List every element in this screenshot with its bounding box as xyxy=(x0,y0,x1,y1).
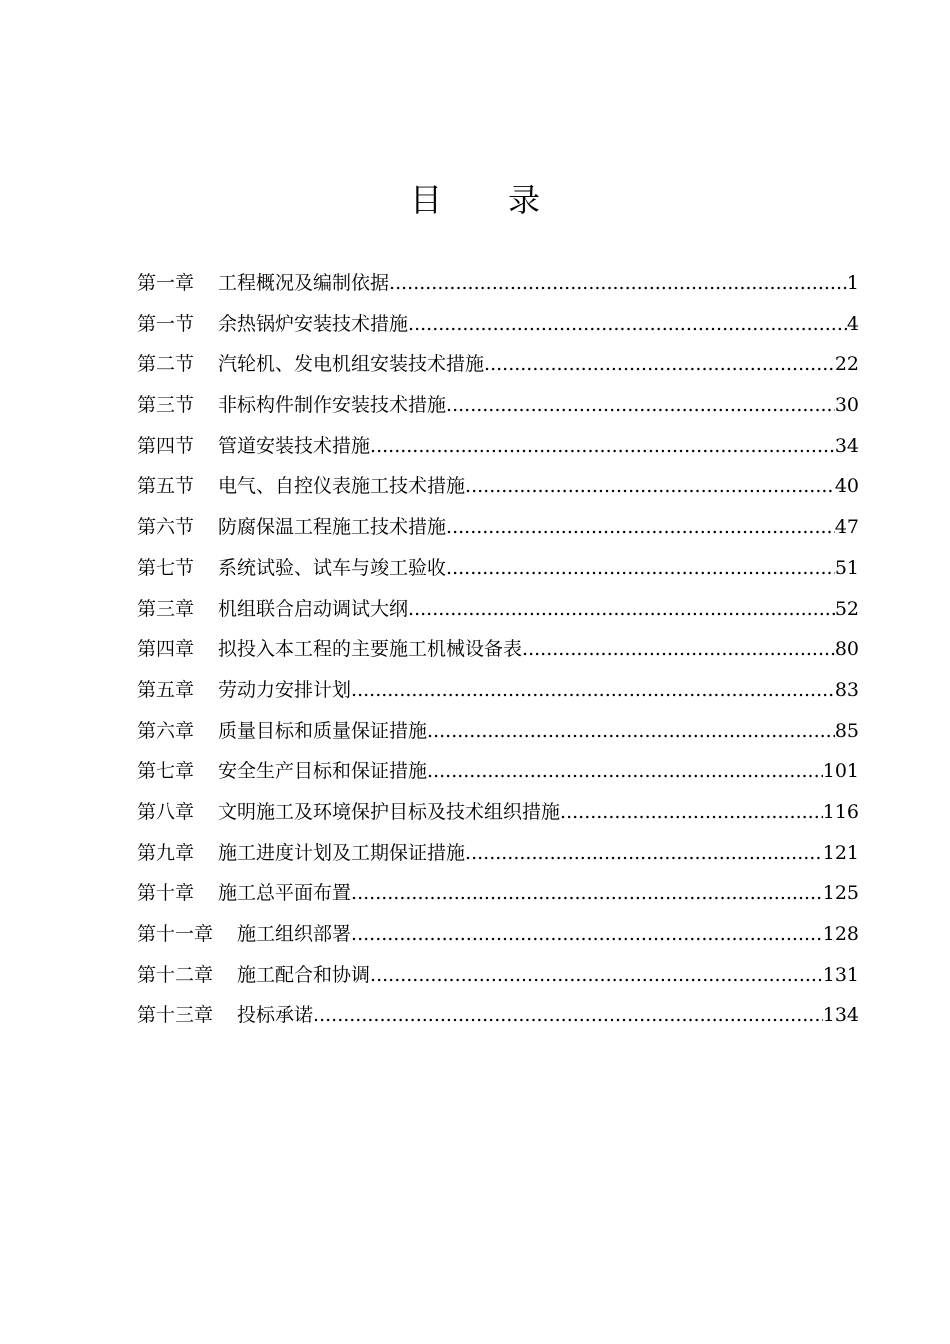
toc-page-number: 47 xyxy=(834,516,859,539)
title-char-right: 录 xyxy=(508,181,541,219)
toc-chapter-label: 第五章 xyxy=(137,678,195,701)
toc-entry[interactable] xyxy=(137,670,859,711)
toc-entry[interactable] xyxy=(137,873,859,914)
toc-entry[interactable] xyxy=(137,426,859,467)
toc-page-number: 116 xyxy=(822,800,859,823)
toc-dot-leader xyxy=(351,873,823,913)
page-title xyxy=(0,176,950,224)
toc-entry[interactable] xyxy=(137,751,859,792)
toc-entry-title: 系统试验、试车与竣工验收 xyxy=(218,556,447,579)
toc-page-number: 80 xyxy=(834,638,859,661)
toc-chapter-label: 第十三章 xyxy=(137,1004,214,1027)
toc-entry-title: 管道安装技术措施 xyxy=(218,434,371,457)
toc-dot-leader xyxy=(427,751,823,791)
toc-entry[interactable] xyxy=(137,344,859,385)
toc-dot-leader xyxy=(465,466,835,506)
toc-dot-leader xyxy=(408,589,835,629)
toc-chapter-label: 第十章 xyxy=(137,882,195,905)
toc-entry[interactable] xyxy=(137,711,859,752)
title-char-left: 目 xyxy=(409,181,442,219)
toc-chapter-label: 第十二章 xyxy=(137,963,214,986)
toc-chapter-label: 第九章 xyxy=(137,841,195,864)
table-of-contents xyxy=(137,263,859,1036)
toc-chapter-label: 第二节 xyxy=(137,353,195,376)
toc-page-number: 1 xyxy=(846,272,859,294)
toc-page-number: 121 xyxy=(822,841,859,864)
toc-dot-leader xyxy=(446,385,835,425)
toc-page-number: 85 xyxy=(834,719,859,742)
toc-entry-title: 施工进度计划及工期保证措施 xyxy=(218,841,466,864)
toc-page-number: 22 xyxy=(834,353,859,376)
toc-page-number: 40 xyxy=(834,475,859,498)
toc-entry-title: 劳动力安排计划 xyxy=(218,678,352,701)
toc-dot-leader xyxy=(370,426,835,466)
toc-page-number: 4 xyxy=(846,312,859,335)
toc-dot-leader xyxy=(522,629,835,669)
toc-page-number: 125 xyxy=(822,882,859,905)
toc-entry[interactable] xyxy=(137,629,859,670)
toc-entry[interactable] xyxy=(137,914,859,955)
toc-dot-leader xyxy=(389,263,847,303)
toc-chapter-label: 第七章 xyxy=(137,760,195,783)
toc-entry[interactable] xyxy=(137,385,859,426)
toc-entry[interactable] xyxy=(137,548,859,589)
toc-chapter-label: 第一节 xyxy=(137,312,195,335)
toc-entry-title: 电气、自控仪表施工技术措施 xyxy=(218,475,466,498)
toc-chapter-label: 第八章 xyxy=(137,800,195,823)
toc-entry[interactable] xyxy=(137,589,859,630)
toc-dot-leader xyxy=(446,548,835,588)
toc-chapter-label: 第五节 xyxy=(137,475,195,498)
toc-dot-leader xyxy=(351,914,823,954)
toc-entry-title: 文明施工及环境保护目标及技术组织措施 xyxy=(218,800,561,823)
toc-page-number: 101 xyxy=(822,760,859,783)
toc-dot-leader xyxy=(446,507,835,547)
toc-entry-title: 质量目标和质量保证措施 xyxy=(218,719,428,742)
toc-dot-leader xyxy=(427,711,835,751)
toc-dot-leader xyxy=(351,670,835,710)
toc-page-number: 34 xyxy=(834,434,859,457)
toc-entry[interactable] xyxy=(137,263,859,304)
toc-chapter-label: 第一章 xyxy=(137,272,195,294)
toc-entry-title: 非标构件制作安装技术措施 xyxy=(218,394,447,417)
toc-dot-leader xyxy=(408,304,847,344)
toc-entry-title: 施工总平面布置 xyxy=(218,882,352,905)
toc-entry-title: 防腐保温工程施工技术措施 xyxy=(218,516,447,539)
toc-entry[interactable] xyxy=(137,304,859,345)
toc-page-number: 128 xyxy=(822,923,859,945)
toc-chapter-label: 第六节 xyxy=(137,516,195,539)
toc-entry-title: 投标承诺 xyxy=(237,1004,314,1027)
toc-entry[interactable] xyxy=(137,995,859,1036)
toc-entry-title: 工程概况及编制依据 xyxy=(218,272,390,294)
toc-chapter-label: 第六章 xyxy=(137,719,195,742)
toc-chapter-label: 第十一章 xyxy=(137,923,214,945)
toc-page-number: 131 xyxy=(822,963,859,986)
toc-page-number: 51 xyxy=(834,556,859,579)
toc-page-number: 83 xyxy=(834,678,859,701)
toc-entry[interactable] xyxy=(137,833,859,874)
toc-entry[interactable] xyxy=(137,507,859,548)
toc-entry-title: 汽轮机、发电机组安装技术措施 xyxy=(218,353,485,376)
toc-dot-leader xyxy=(465,833,823,873)
toc-chapter-label: 第三节 xyxy=(137,394,195,417)
toc-entry[interactable] xyxy=(137,955,859,996)
toc-page-number: 30 xyxy=(834,394,859,417)
toc-dot-leader xyxy=(484,344,835,384)
toc-dot-leader xyxy=(370,955,823,995)
toc-entry-title: 施工配合和协调 xyxy=(237,963,371,986)
toc-dot-leader xyxy=(560,792,823,832)
toc-entry-title: 余热锅炉安装技术措施 xyxy=(218,312,409,335)
toc-entry[interactable] xyxy=(137,466,859,507)
toc-entry-title: 施工组织部署 xyxy=(237,923,352,945)
toc-entry-title: 机组联合启动调试大纲 xyxy=(218,597,409,620)
toc-chapter-label: 第三章 xyxy=(137,597,195,620)
toc-chapter-label: 第四章 xyxy=(137,638,195,661)
toc-dot-leader xyxy=(313,995,823,1035)
toc-entry-title: 拟投入本工程的主要施工机械设备表 xyxy=(218,638,523,661)
toc-chapter-label: 第四节 xyxy=(137,434,195,457)
toc-entry[interactable] xyxy=(137,792,859,833)
toc-chapter-label: 第七节 xyxy=(137,556,195,579)
toc-entry-title: 安全生产目标和保证措施 xyxy=(218,760,428,783)
toc-page-number: 134 xyxy=(822,1004,859,1027)
toc-page-number: 52 xyxy=(834,597,859,620)
